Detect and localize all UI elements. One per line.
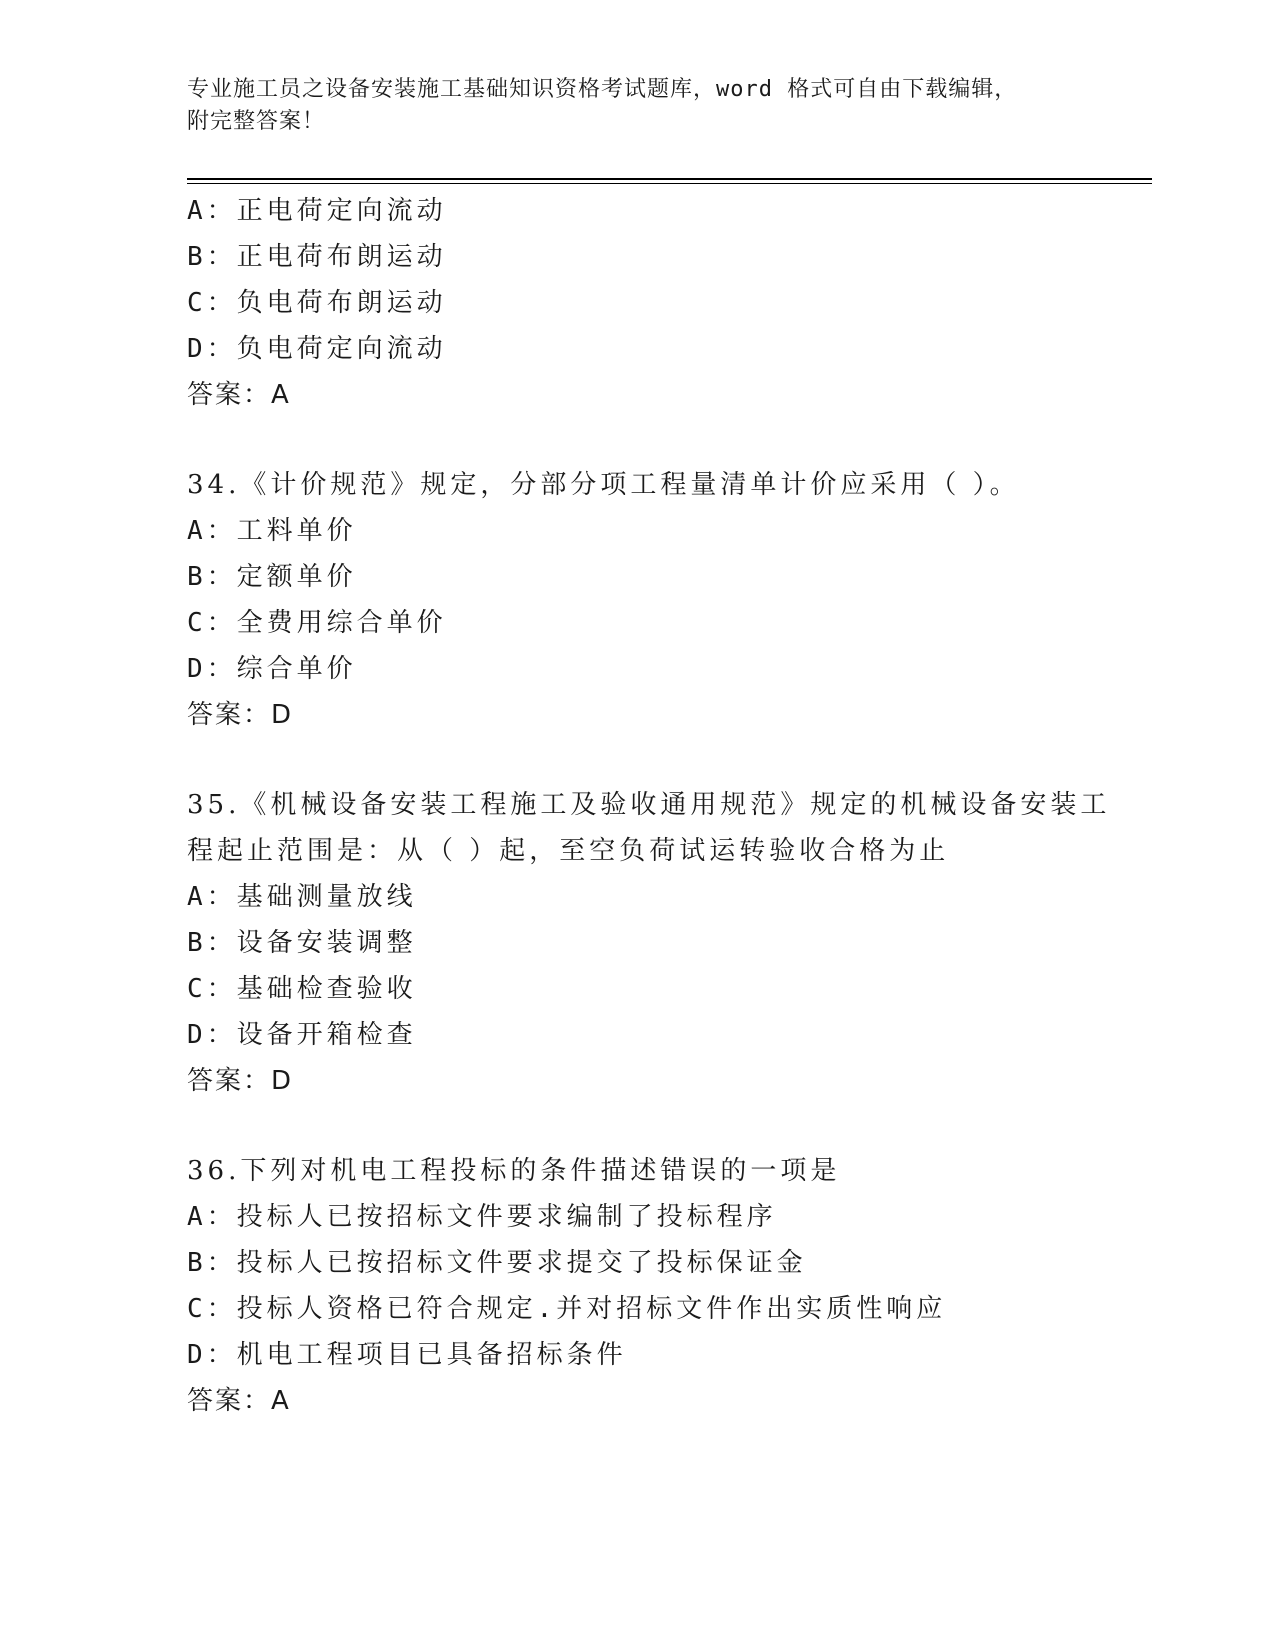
spacer — [187, 418, 1152, 462]
option-c: C：负电荷布朗运动 — [187, 288, 447, 318]
option-b: B：投标人已按招标文件要求提交了投标保证金 — [187, 1248, 807, 1278]
option-d: D：综合单价 — [187, 654, 357, 684]
option-d: D：机电工程项目已具备招标条件 — [187, 1340, 627, 1370]
header-line-1: 专业施工员之设备安装施工基础知识资格考试题库，word 格式可自由下载编辑， — [187, 77, 1018, 102]
question-35 — [187, 782, 1152, 1104]
option-d: D：负电荷定向流动 — [187, 334, 447, 364]
option-b: B：定额单价 — [187, 562, 357, 592]
document-header — [187, 74, 1087, 138]
spacer — [187, 1104, 1152, 1148]
option-a: A：工料单价 — [187, 516, 357, 546]
header-divider-thick — [187, 178, 1152, 180]
option-d: D：设备开箱检查 — [187, 1020, 417, 1050]
option-a: A：投标人已按招标文件要求编制了投标程序 — [187, 1202, 777, 1232]
answer-label: 答案：D — [187, 700, 294, 730]
question-text: 34.《计价规范》规定，分部分项工程量清单计价应采用（ ）。 — [187, 470, 1020, 500]
answer-label: 答案：D — [187, 1066, 294, 1096]
option-a: A：基础测量放线 — [187, 882, 417, 912]
option-c: C：全费用综合单价 — [187, 608, 447, 638]
header-line-2: 附完整答案！ — [187, 109, 326, 134]
question-list — [187, 188, 1152, 1424]
answer-label: 答案：A — [187, 1386, 291, 1416]
question-text-line-1: 35.《机械设备安装工程施工及验收通用规范》规定的机械设备安装工 — [187, 790, 1111, 820]
question-text-line-2: 程起止范围是：从（ ）起，至空负荷试运转验收合格为止 — [187, 836, 950, 866]
question-36 — [187, 1148, 1152, 1424]
option-c: C：投标人资格已符合规定.并对招标文件作出实质性响应 — [187, 1294, 947, 1324]
question-33 — [187, 188, 1152, 418]
option-b: B：正电荷布朗运动 — [187, 242, 447, 272]
question-34 — [187, 462, 1152, 738]
answer-label: 答案：A — [187, 380, 291, 410]
spacer — [187, 738, 1152, 782]
question-text: 36.下列对机电工程投标的条件描述错误的一项是 — [187, 1156, 841, 1186]
option-a: A：正电荷定向流动 — [187, 196, 447, 226]
header-divider-thin — [187, 183, 1152, 184]
option-c: C：基础检查验收 — [187, 974, 417, 1004]
option-b: B：设备安装调整 — [187, 928, 417, 958]
